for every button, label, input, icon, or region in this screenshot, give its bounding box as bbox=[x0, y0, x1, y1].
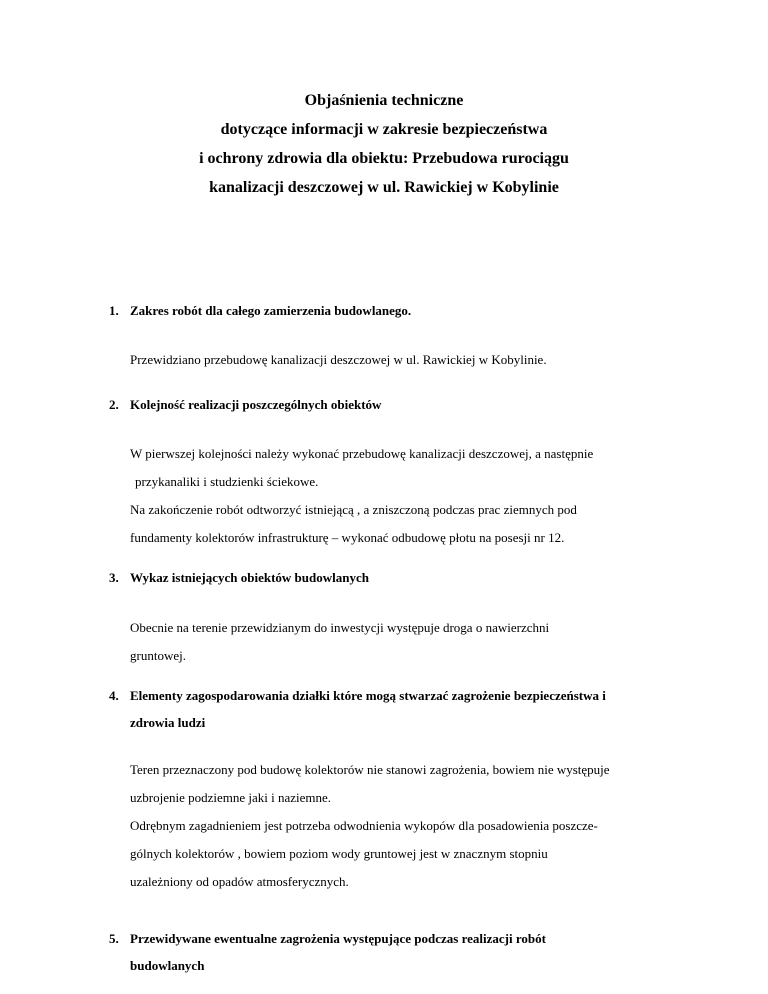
title-line-1: Objaśnienia techniczne bbox=[304, 92, 464, 109]
section-1-number: 1. bbox=[109, 303, 119, 318]
section-4-title-line-2: zdrowia ludzi bbox=[130, 715, 206, 730]
section-4-body bbox=[130, 756, 610, 896]
section-3-heading bbox=[109, 570, 369, 586]
section-2-line-3: Na zakończenie robót odtworzyć istniejącą , a zniszczoną podczas prac ziemnych pod bbox=[130, 502, 577, 517]
section-4-line-3: Odrębnym zagadnieniem jest potrzeba odwodnienia wykopów dla posadowienia poszcze- bbox=[130, 818, 598, 833]
section-5-title-line-2: budowlanych bbox=[130, 958, 205, 973]
section-3-body bbox=[130, 614, 549, 670]
document-title bbox=[0, 86, 768, 202]
section-3-line-2: gruntowej. bbox=[130, 648, 186, 663]
section-2-line-4: fundamenty kolektorów infrastrukturę – wykonać odbudowę płotu na posesji nr 12. bbox=[130, 530, 565, 545]
title-line-3: i ochrony zdrowia dla obiektu: Przebudowa rurociągu bbox=[199, 150, 569, 167]
section-1-line-1: Przewidziano przebudowę kanalizacji deszczowej w ul. Rawickiej w Kobylinie. bbox=[130, 352, 547, 367]
section-1-heading bbox=[109, 303, 411, 319]
section-1-body bbox=[130, 346, 547, 374]
section-2-heading bbox=[109, 397, 381, 413]
section-4-heading bbox=[109, 682, 663, 736]
section-5-number: 5. bbox=[109, 931, 119, 946]
section-1-title: Zakres robót dla całego zamierzenia budowlanego. bbox=[130, 303, 412, 318]
section-4-title-line-1: Elementy zagospodarowania działki które mogą stwarzać zagrożenie bezpieczeństwa i bbox=[130, 688, 606, 703]
section-2-body bbox=[130, 440, 593, 552]
section-4-line-1: Teren przeznaczony pod budowę kolektorów nie stanowi zagrożenia, bowiem nie występuje bbox=[130, 762, 610, 777]
section-5-heading bbox=[109, 925, 663, 979]
section-3-title: Wykaz istniejących obiektów budowlanych bbox=[130, 570, 369, 585]
section-3-line-1: Obecnie na terenie przewidzianym do inwestycji występuje droga o nawierzchni bbox=[130, 620, 550, 635]
section-2-title: Kolejność realizacji poszczególnych obiektów bbox=[130, 397, 382, 412]
section-2-line-1: W pierwszej kolejności należy wykonać przebudowę kanalizacji deszczowej, a następnie bbox=[130, 446, 594, 461]
section-3-number: 3. bbox=[109, 570, 119, 585]
title-line-2: dotyczące informacji w zakresie bezpieczeństwa bbox=[220, 121, 548, 138]
section-4-line-4: gólnych kolektorów , bowiem poziom wody gruntowej jest w znacznym stopniu bbox=[130, 846, 548, 861]
section-5-title-line-1: Przewidywane ewentualne zagrożenia występujące podczas realizacji robót bbox=[130, 931, 546, 946]
section-4-line-5: uzależniony od opadów atmosferycznych. bbox=[130, 874, 349, 889]
section-4-number: 4. bbox=[109, 688, 119, 703]
section-2-number: 2. bbox=[109, 397, 119, 412]
section-4-line-2: uzbrojenie podziemne jaki i naziemne. bbox=[130, 790, 332, 805]
title-line-4: kanalizacji deszczowej w ul. Rawickiej w Kobylinie bbox=[209, 179, 559, 196]
section-2-line-2: przykanaliki i studzienki ściekowe. bbox=[135, 474, 319, 489]
